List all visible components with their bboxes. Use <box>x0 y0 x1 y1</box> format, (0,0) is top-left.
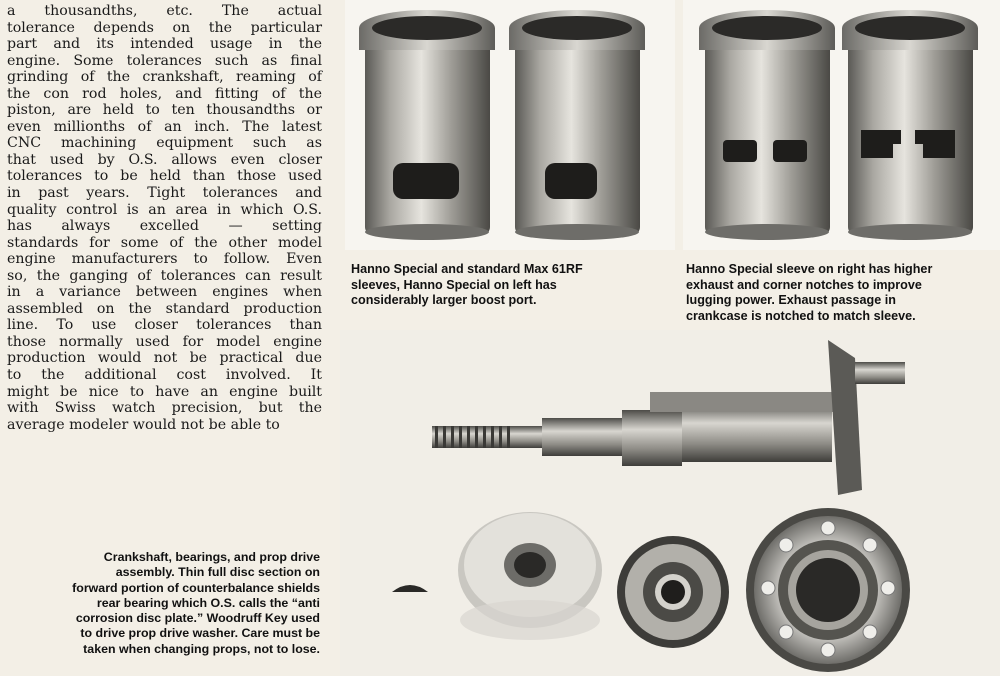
crankshaft-bearings-photo <box>340 330 1000 676</box>
sleeves-exhaust-notch-photo <box>683 0 1000 250</box>
text-line: crankcase is notched to match sleeve. <box>686 308 916 323</box>
caption-sleeves-boost-port <box>351 262 671 309</box>
sleeve-standard <box>699 10 835 240</box>
text-line: engine. Some tolerances such as final <box>7 52 322 69</box>
text-line: Crankshaft, bearings, and prop drive <box>103 550 320 564</box>
sleeve-hanno-special-notched <box>842 10 978 240</box>
text-line: has always excelled — setting <box>7 218 322 235</box>
text-line: exhaust and corner notches to improve <box>686 277 922 292</box>
text-line: might be nice to have an engine built <box>7 383 322 400</box>
sleeves-boost-port-photo <box>345 0 675 250</box>
text-line: to the additional cost involved. It <box>7 367 322 384</box>
front-ball-bearing <box>617 536 729 648</box>
text-line: rear bearing which O.S. calls the “anti <box>96 595 320 610</box>
text-line: quality control is an area in which O.S. <box>7 201 322 218</box>
text-line: line. To use closer tolerances than <box>7 317 322 334</box>
text-line: in past years. Tight tolerances and <box>7 185 322 202</box>
text-line: standards for some of the other model <box>7 234 322 251</box>
text-line: production would not be practical due <box>7 350 322 367</box>
sleeve-standard-max-61rf <box>509 10 645 240</box>
text-line: Hanno Special and standard Max 61RF <box>351 262 583 276</box>
caption-crankshaft-assembly <box>10 550 320 657</box>
text-line: those normally used for model engine <box>7 333 322 350</box>
text-line: CNC machining equipment such as <box>7 135 322 152</box>
caption-sleeves-exhaust-notch <box>686 262 986 324</box>
text-line: assembly. Thin full disc section on <box>115 565 320 580</box>
rear-ball-bearing <box>746 508 910 672</box>
text-line: sleeves, Hanno Special on left has <box>351 277 557 292</box>
text-line: the con rod holes, and fitting of the <box>7 85 322 102</box>
text-line: considerably larger boost port. <box>351 293 537 308</box>
text-line: tolerance depends on the particular <box>7 19 322 36</box>
text-line: Hanno Special sleeve on right has higher <box>686 262 933 276</box>
text-line: taken when changing props, not to lose. <box>83 641 320 656</box>
text-line: so, the ganging of tolerances can result <box>7 267 322 284</box>
article-body-text <box>7 3 322 433</box>
text-line: piston, are held to ten thousandths or <box>7 102 322 119</box>
text-line: average modeler would not be able to <box>7 416 280 433</box>
text-line: tolerances to be held than those used <box>7 168 322 185</box>
prop-drive-washer <box>458 512 602 640</box>
text-line: part and its intended usage in the <box>7 36 322 53</box>
woodruff-key <box>392 585 428 592</box>
text-line: to drive prop drive washer. Care must be <box>80 626 320 641</box>
text-line: with Swiss watch precision, but the <box>7 400 322 417</box>
text-line: grinding of the crankshaft, reaming of <box>7 69 322 86</box>
text-line: even millionths of an inch. The latest <box>7 118 322 135</box>
text-line: a thousandths, etc. The actual <box>7 3 322 19</box>
text-line: assembled on the standard production <box>7 300 322 317</box>
sleeve-hanno-special <box>359 10 495 240</box>
crankshaft <box>432 340 905 495</box>
text-line: engine manufacturers to follow. Even <box>7 251 322 268</box>
text-line: corrosion disc plate.” Woodruff Key used <box>75 611 320 626</box>
text-line: in a variance between engines when <box>7 284 322 301</box>
text-line: forward portion of counterbalance shields <box>72 580 320 595</box>
text-line: that used by O.S. allows even closer <box>7 151 322 168</box>
text-line: lugging power. Exhaust passage in <box>686 293 896 308</box>
